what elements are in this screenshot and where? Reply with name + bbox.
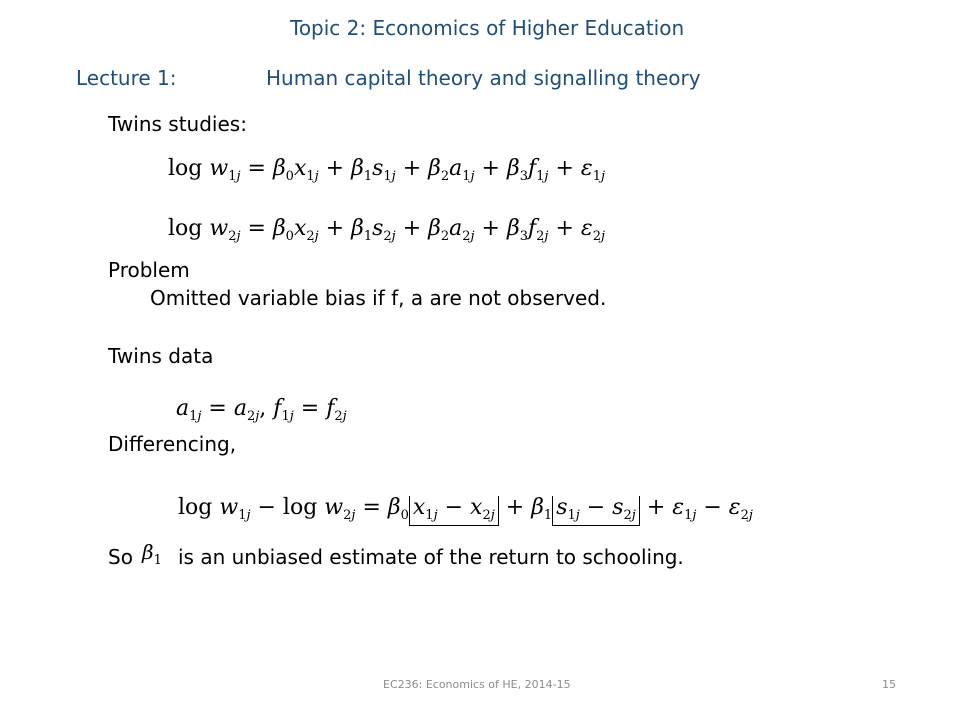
equation-twin-1: $\log w_{1j} = \beta_0x_{1j} + \beta_1s_{1j} + \beta_2a_{1j} + \beta_3f_{1j} + \varepsilon_{1j}$ — [168, 156, 605, 184]
twins-data-heading: Twins data — [108, 344, 214, 368]
slide-title: Topic 2: Economics of Higher Education — [290, 16, 685, 40]
lecture-subtitle: Human capital theory and signalling theory — [266, 66, 701, 90]
lecture-label: Lecture 1: — [76, 66, 177, 90]
page-number: 15 — [882, 678, 896, 691]
beta-one-symbol: $\beta_1$ — [142, 540, 162, 568]
equation-twin-equality: $a_{1j} = a_{2j}$, $f_{1j} = f_{2j}$ — [176, 396, 347, 424]
footer-course: EC236: Economics of HE, 2014-15 — [383, 678, 571, 691]
omitted-variable-text: Omitted variable bias if f, a are not observed. — [150, 286, 607, 310]
conclusion-text: is an unbiased estimate of the return to schooling. — [178, 545, 684, 569]
twins-studies-heading: Twins studies: — [108, 112, 247, 136]
equation-differenced: $\log w_{1j} - \log w_{2j} = \beta_0$ $x_{1j} - x_{2j} + \beta_1$ $s_{1j} - s_{2j} + \varepsilon_{1j} - \varepsilon_{2j}$ — [178, 495, 753, 526]
so-label: So — [108, 545, 133, 569]
differencing-heading: Differencing, — [108, 432, 237, 456]
problem-heading: Problem — [108, 258, 190, 282]
equation-twin-2: $\log w_{2j} = \beta_0x_{2j} + \beta_1s_{2j} + \beta_2a_{2j} + \beta_3f_{2j} + \varepsilon_{2j}$ — [168, 216, 605, 244]
